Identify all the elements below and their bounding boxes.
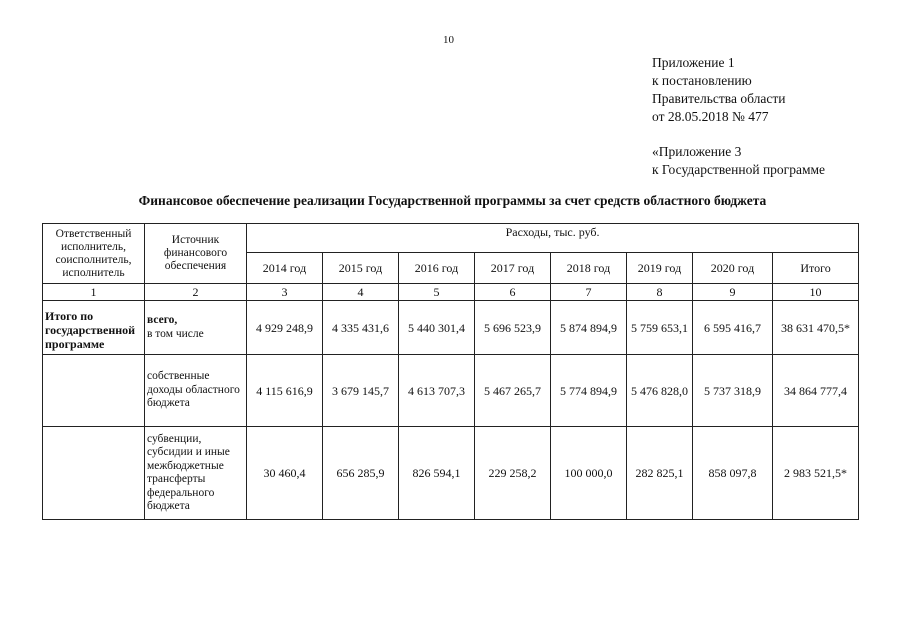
table-cell: 2 983 521,5* <box>773 427 859 520</box>
table-row-federal <box>43 427 859 520</box>
table-cell: 656 285,9 <box>323 427 399 520</box>
column-number: 3 <box>247 284 323 301</box>
column-number: 10 <box>773 284 859 301</box>
table-cell: 5 696 523,9 <box>475 301 551 355</box>
column-number: 7 <box>551 284 627 301</box>
table-cell: 6 595 416,7 <box>693 301 773 355</box>
header-year: 2014 год <box>247 253 323 284</box>
table-cell: 3 679 145,7 <box>323 355 399 427</box>
table-cell: 4 115 616,9 <box>247 355 323 427</box>
table-cell: 282 825,1 <box>627 427 693 520</box>
header-year: 2015 год <box>323 253 399 284</box>
header-year: 2020 год <box>693 253 773 284</box>
table-cell: 38 631 470,5* <box>773 301 859 355</box>
row-executor <box>43 355 145 427</box>
table-cell: 5 476 828,0 <box>627 355 693 427</box>
appendix-line: от 28.05.2018 № 477 <box>652 109 769 124</box>
table-row-own-revenue <box>43 355 859 427</box>
row-source: субвенции, субсидии и иные межбюджетные трансферты федерального бюджета <box>145 427 247 520</box>
document-title: Финансовое обеспечение реализации Государственной программы за счет средств областного бюджета <box>138 193 767 208</box>
table-cell: 826 594,1 <box>399 427 475 520</box>
header-year: 2017 год <box>475 253 551 284</box>
table-cell: 4 335 431,6 <box>323 301 399 355</box>
column-number: 4 <box>323 284 399 301</box>
column-number-row <box>43 284 859 301</box>
column-number: 8 <box>627 284 693 301</box>
source-main: всего, <box>147 314 178 326</box>
row-executor <box>43 427 145 520</box>
table-cell: 5 774 894,9 <box>551 355 627 427</box>
appendix-line: к Государственной программе <box>652 162 826 177</box>
column-number: 6 <box>475 284 551 301</box>
header-source: Источник финансового обеспечения <box>145 224 247 284</box>
appendix-line: «Приложение 3 <box>652 144 742 159</box>
row-source: собственные доходы областного бюджета <box>145 355 247 427</box>
appendix-line: к постановлению <box>652 73 752 88</box>
header-year: 2019 год <box>627 253 693 284</box>
source-sub: в том числе <box>147 327 204 340</box>
appendix-line: Приложение 1 <box>652 55 735 70</box>
table-cell: 229 258,2 <box>475 427 551 520</box>
finance-table <box>42 223 859 520</box>
header-year: 2016 год <box>399 253 475 284</box>
header-total: Итого <box>773 253 859 284</box>
header-expenses: Расходы, тыс. руб. <box>247 224 859 253</box>
column-number: 2 <box>145 284 247 301</box>
table-row-total <box>43 301 859 355</box>
appendix-line: Правительства области <box>652 91 786 106</box>
row-executor: Итого по государственной программе <box>43 301 145 355</box>
header-executor: Ответственный исполнитель, соисполнитель, исполнитель <box>43 224 145 284</box>
table-cell: 4 613 707,3 <box>399 355 475 427</box>
table-cell: 5 759 653,1 <box>627 301 693 355</box>
column-number: 9 <box>693 284 773 301</box>
table-cell: 5 737 318,9 <box>693 355 773 427</box>
row-source <box>145 301 247 355</box>
table-cell: 4 929 248,9 <box>247 301 323 355</box>
table-cell: 100 000,0 <box>551 427 627 520</box>
table-cell: 858 097,8 <box>693 427 773 520</box>
header-row <box>43 224 859 253</box>
table-cell: 5 440 301,4 <box>399 301 475 355</box>
page-number: 10 <box>443 34 454 46</box>
header-year: 2018 год <box>551 253 627 284</box>
column-number: 1 <box>43 284 145 301</box>
table-cell: 5 874 894,9 <box>551 301 627 355</box>
table-cell: 34 864 777,4 <box>773 355 859 427</box>
appendix-block <box>652 54 825 179</box>
table-cell: 30 460,4 <box>247 427 323 520</box>
table-cell: 5 467 265,7 <box>475 355 551 427</box>
column-number: 5 <box>399 284 475 301</box>
